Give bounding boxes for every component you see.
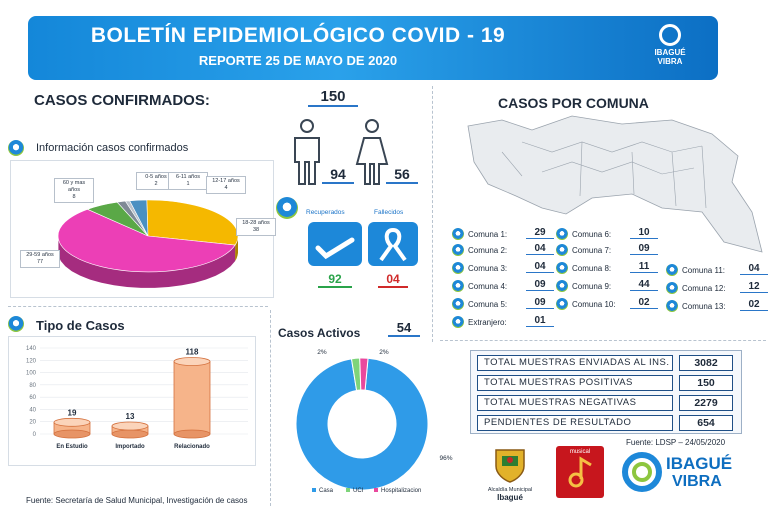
alcaldia-text-2: Ibagué (497, 493, 523, 502)
deceased-ribbon-icon (368, 222, 418, 266)
bar-base (112, 430, 148, 438)
women-count: 56 (386, 166, 418, 184)
tests-label: TOTAL MUESTRAS POSITIVAS (477, 375, 673, 391)
comuna-icon (452, 316, 464, 328)
bar-top (54, 418, 90, 426)
comuna-icon (556, 280, 568, 292)
alcaldia-logo (482, 446, 538, 508)
comuna-icon (452, 262, 464, 274)
x-tick-label: En Estudio (56, 444, 88, 450)
comuna-icon (452, 244, 464, 256)
tests-value: 654 (679, 415, 733, 431)
y-tick-label: 0 (32, 432, 36, 438)
comuna-label: Comuna 9: (572, 282, 612, 291)
logo-mark-icon (659, 24, 681, 46)
outcomes-icon (276, 197, 298, 219)
bar-base (174, 430, 210, 438)
tests-table (470, 350, 742, 434)
comuna-label: Comuna 2: (468, 246, 508, 255)
comuna-label: Comuna 5: (468, 300, 508, 309)
age-data-label: 18-28 años 38 (236, 218, 276, 236)
bar-top (174, 358, 210, 366)
comuna-icon (452, 280, 464, 292)
comuna-label: Comuna 6: (572, 230, 612, 239)
comuna-icon (452, 298, 464, 310)
table-row (477, 415, 737, 431)
age-label (206, 176, 246, 194)
divider-vertical-top (432, 86, 433, 342)
divider-right (440, 340, 766, 341)
legend-swatch (374, 488, 378, 492)
activos-title: Casos Activos (278, 326, 361, 340)
bar (174, 362, 210, 434)
bar-top (112, 422, 148, 430)
header-banner (28, 16, 718, 80)
tests-label: PENDIENTES DE RESULTADO (477, 415, 673, 431)
comuna-label: Comuna 8: (572, 264, 612, 273)
confirmed-title: CASOS CONFIRMADOS: (34, 92, 210, 109)
tipo-icon (8, 316, 24, 332)
comuna-icon (452, 228, 464, 240)
comuna-value: 10 (630, 227, 658, 239)
tests-label: TOTAL MUESTRAS NEGATIVAS (477, 395, 673, 411)
x-tick-label: Importado (115, 444, 145, 450)
comuna-value: 02 (630, 297, 658, 309)
recovered-count: 92 (318, 272, 352, 288)
tests-value: 3082 (679, 355, 733, 371)
activos-total: 54 (388, 320, 420, 337)
comuna-icon (556, 298, 568, 310)
confirmed-total: 150 (308, 88, 358, 107)
donut-percent-label: 2% (317, 349, 327, 356)
recovered-check-icon (308, 222, 362, 266)
comuna-value: 02 (740, 299, 768, 311)
comuna-label: Comuna 11: (682, 266, 725, 275)
y-tick-label: 120 (25, 358, 36, 365)
info-icon (8, 140, 24, 156)
men-count: 94 (322, 166, 354, 184)
tests-label: TOTAL MUESTRAS ENVIADAS AL INS. (477, 355, 673, 371)
comuna-value: 12 (740, 281, 768, 293)
ibague-vibra-logo (642, 24, 698, 72)
legend-label: Hospitalizacion (381, 488, 422, 494)
brand-line-1: IBAGUÉ (666, 454, 733, 473)
comuna-value: 04 (740, 263, 768, 275)
age-pie-chart (10, 160, 274, 298)
coat-of-arms-icon (490, 446, 530, 482)
comuna-icon (556, 228, 568, 240)
comuna-value: 04 (526, 243, 554, 255)
recovered-label: Recuperados (306, 209, 345, 216)
comuna-label: Comuna 13: (682, 302, 726, 311)
legend-label: UCI (353, 488, 364, 494)
comuna-icon (666, 300, 678, 312)
bar-value-label: 118 (185, 347, 199, 357)
comuna-value: 11 (630, 261, 658, 273)
bulletin-title: BOLETÍN EPIDEMIOLÓGICO COVID - 19 (90, 24, 506, 47)
table-row (477, 395, 737, 411)
legend-swatch (346, 488, 350, 492)
ibague-vibra-brand (622, 450, 762, 496)
y-tick-label: 40 (29, 407, 36, 414)
divider-left (8, 306, 268, 307)
age-label (168, 172, 208, 190)
comuna-label: Extranjero: (468, 318, 507, 327)
bar-base (54, 430, 90, 438)
age-label (236, 218, 276, 236)
legend-label: Casa (319, 488, 334, 494)
age-data-label: 29-59 años 77 (20, 250, 60, 268)
musical-label: musical (569, 449, 591, 455)
comuna-value: 29 (526, 227, 554, 239)
comuna-value: 09 (630, 243, 658, 255)
deceased-count: 04 (378, 272, 408, 288)
y-tick-label: 60 (29, 395, 36, 402)
x-tick-label: Relacionado (174, 444, 210, 450)
brand-mark-icon (622, 452, 662, 492)
comuna-value: 09 (526, 297, 554, 309)
alcaldia-text-1: Alcaldía Municipal (487, 487, 533, 493)
music-note-icon (565, 455, 595, 489)
comunas-title: CASOS POR COMUNA (498, 95, 649, 111)
info-title: Información casos confirmados (36, 142, 189, 154)
age-data-label: 6-11 años 1 (168, 172, 208, 190)
bar-value-label: 19 (67, 408, 77, 418)
y-tick-label: 100 (25, 370, 36, 377)
bar-value-label: 13 (125, 412, 135, 422)
comuna-label: Comuna 10: (572, 300, 616, 309)
table-row (477, 375, 737, 391)
activos-donut-chart (276, 344, 462, 504)
comuna-value: 04 (526, 261, 554, 273)
musical-logo (556, 446, 604, 498)
tests-source: Fuente: LDSP – 24/05/2020 (626, 438, 726, 447)
comuna-label: Comuna 7: (572, 246, 612, 255)
comuna-icon (666, 282, 678, 294)
age-label (54, 178, 94, 200)
age-data-label: 0-5 años 2 (136, 172, 176, 190)
comuna-value: 09 (526, 279, 554, 291)
y-tick-label: 20 (29, 419, 36, 426)
legend-swatch (312, 488, 316, 492)
y-tick-label: 80 (29, 382, 36, 389)
logo-text: IBAGUÉ VIBRA (654, 48, 686, 66)
tipo-bar-chart (8, 336, 256, 466)
divider-vertical-bottom (270, 310, 271, 506)
deceased-label: Fallecidos (374, 209, 404, 216)
comuna-icon (556, 244, 568, 256)
age-label (20, 250, 60, 268)
donut-percent-label: 96% (439, 455, 453, 462)
brand-line-2: VIBRA (672, 473, 722, 490)
comuna-label: Comuna 1: (468, 230, 508, 239)
table-row (477, 355, 737, 371)
comuna-label: Comuna 4: (468, 282, 508, 291)
age-data-label: 60 y mas años 8 (54, 178, 94, 203)
comuna-label: Comuna 12: (682, 284, 726, 293)
tipo-title: Tipo de Casos (36, 318, 125, 333)
donut-percent-label: 2% (379, 349, 389, 356)
comuna-icon (666, 264, 678, 276)
comuna-icon (556, 262, 568, 274)
comunas-map (462, 112, 764, 258)
comuna-value: 44 (630, 279, 658, 291)
footer-source: Fuente: Secretaría de Salud Municipal, Investigación de casos (26, 496, 248, 505)
man-icon (287, 118, 327, 188)
age-data-label: 12-17 años 4 (206, 176, 246, 194)
comuna-label: Comuna 3: (468, 264, 508, 273)
y-tick-label: 140 (25, 346, 36, 352)
tests-value: 150 (679, 375, 733, 391)
comuna-value: 01 (526, 315, 554, 327)
tests-value: 2279 (679, 395, 733, 411)
report-date: REPORTE 25 DE MAYO DE 2020 (198, 53, 398, 68)
